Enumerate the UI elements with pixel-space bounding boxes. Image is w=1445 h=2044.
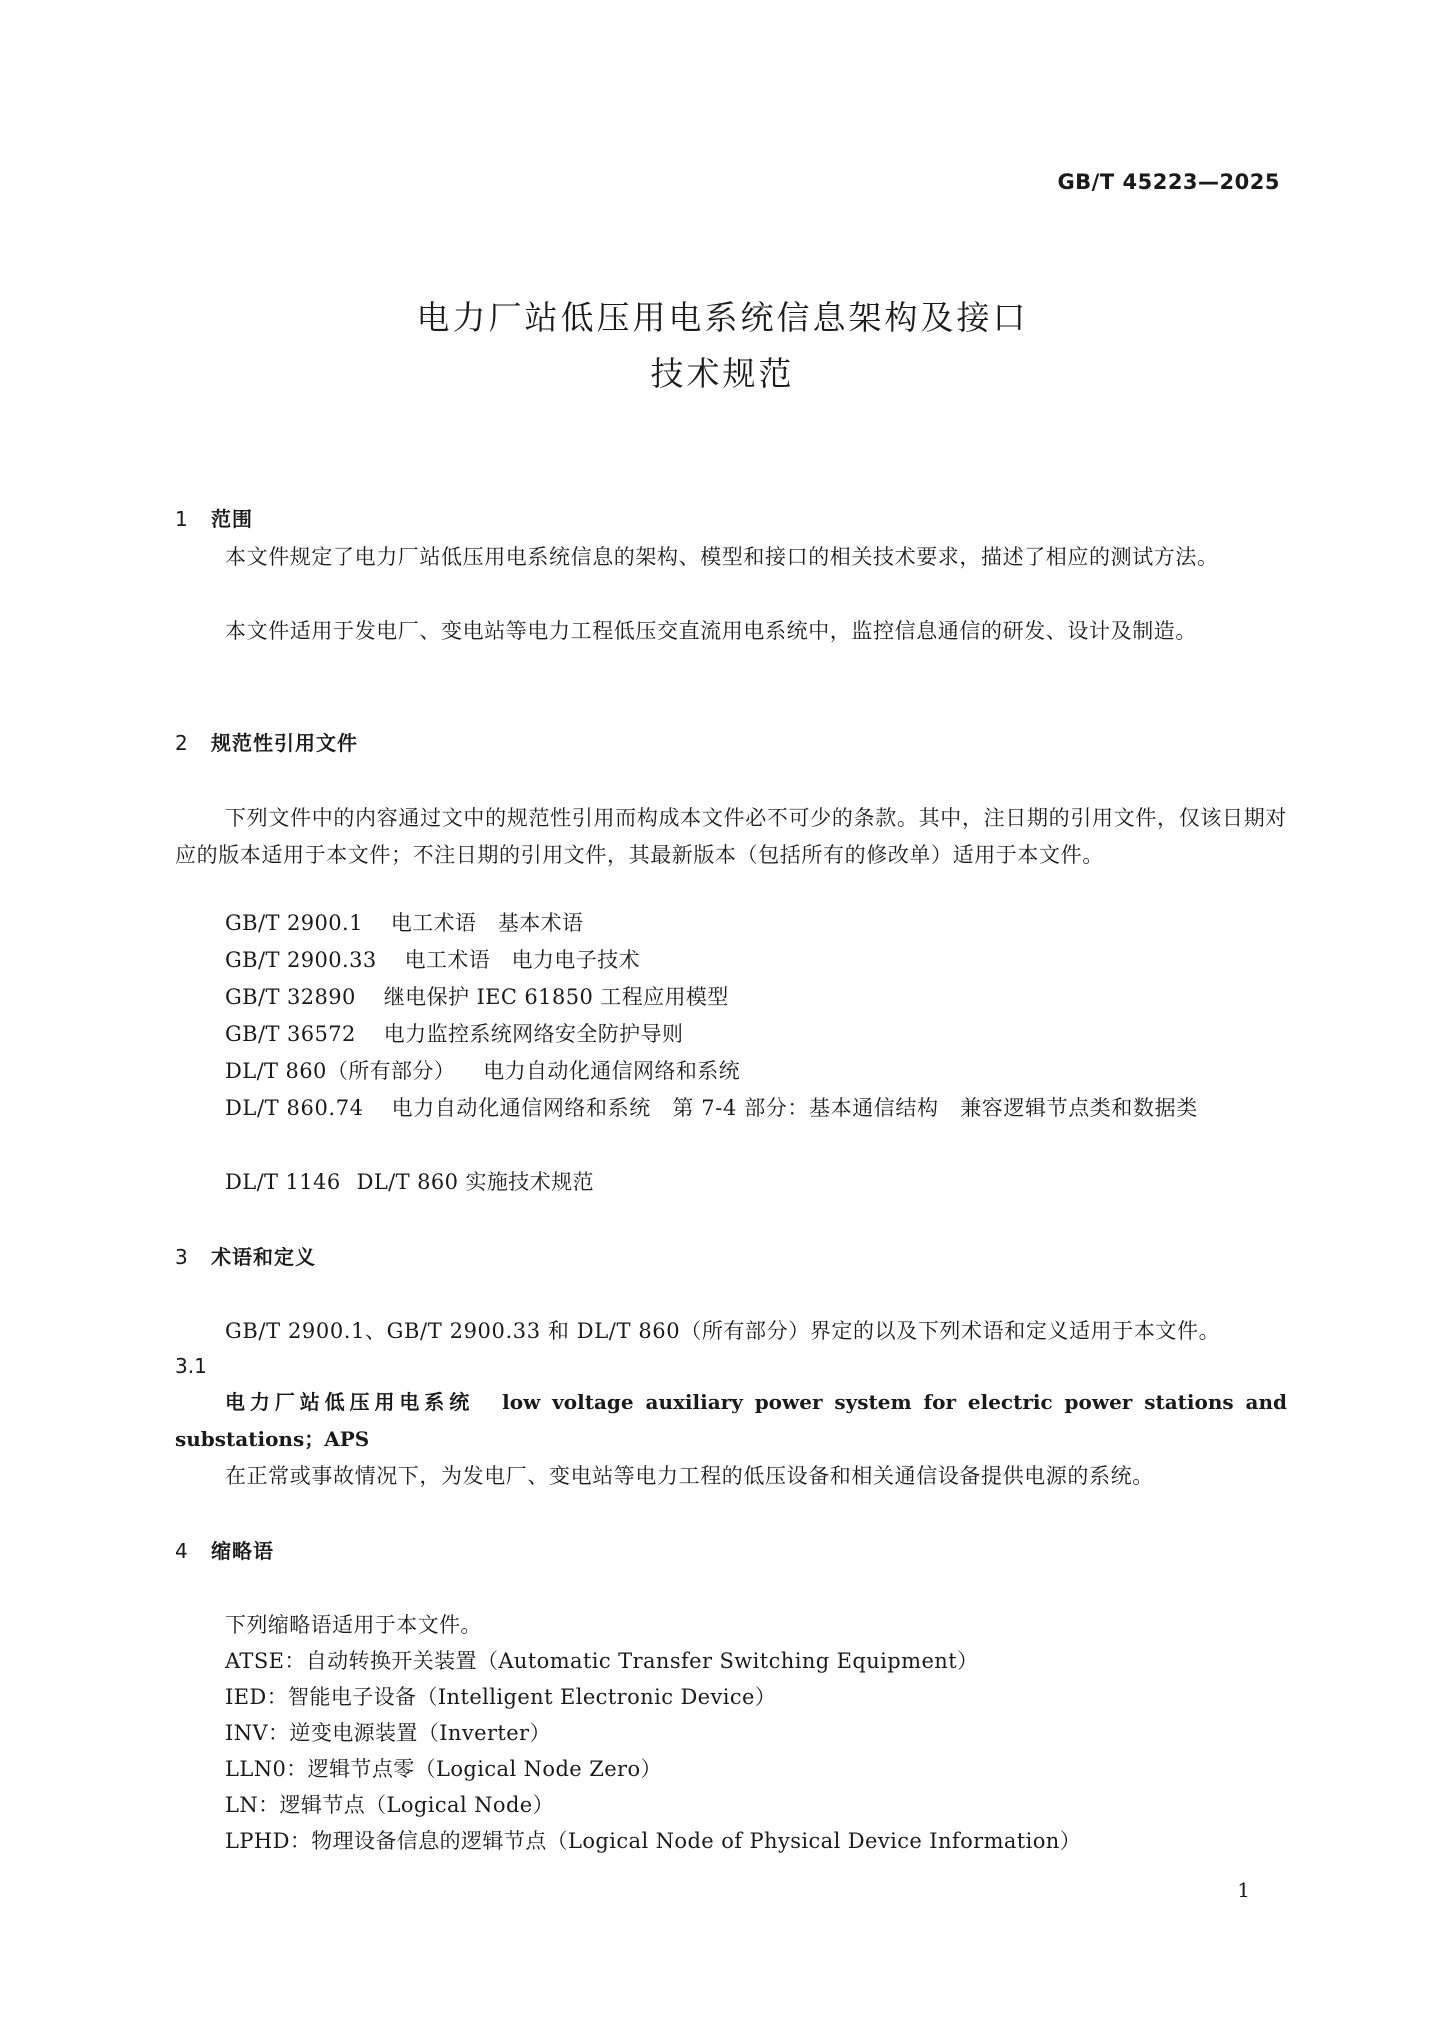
section-title: 规范性引用文件 [211, 731, 358, 755]
abbreviation-item: IED：智能电子设备（Intelligent Electronic Device） [225, 1685, 777, 1709]
section-1-heading [175, 503, 253, 532]
page-number: 1 [1237, 1878, 1250, 1902]
title-line-2: 技术规范 [650, 354, 795, 393]
reference-title: 电力自动化通信网络和系统 第 7-4 部分：基本通信结构 兼容逻辑节点类和数据类 [391, 1096, 1198, 1120]
term-definition: 在正常或事故情况下，为发电厂、变电站等电力工程的低压设备和相关通信设备提供电源的系统。 [225, 1464, 1154, 1488]
reference-item [225, 1164, 1287, 1201]
section-1-paragraph-2: 本文件适用于发电厂、变电站等电力工程低压交直流用电系统中，监控信息通信的研发、设计及制造。 [225, 619, 1197, 643]
abbreviation-item: LPHD：物理设备信息的逻辑节点（Logical Node of Physical Device Information） [225, 1829, 1082, 1853]
section-number: 2 [175, 731, 189, 755]
term-entry [175, 1384, 1287, 1458]
section-1-paragraph-1: 本文件规定了电力厂站低压用电系统信息的架构、模型和接口的相关技术要求，描述了相应的测试方法。 [225, 545, 1219, 569]
section-title: 术语和定义 [211, 1245, 316, 1269]
term-number: 3.1 [175, 1354, 207, 1378]
section-number: 3 [175, 1245, 189, 1269]
term-english: low voltage auxiliary power system for electric power stations and substations；APS [175, 1390, 1287, 1451]
reference-code: DL/T 860（所有部分） [225, 1059, 456, 1083]
reference-item [225, 905, 1287, 942]
document-title [0, 290, 1445, 402]
section-3-heading [175, 1241, 316, 1270]
reference-item [175, 1090, 1287, 1127]
term-chinese: 电力厂站低压用电系统 [225, 1390, 475, 1414]
reference-title: 电工术语 基本术语 [390, 911, 584, 935]
reference-item [225, 1016, 1287, 1053]
reference-title: 电力监控系统网络安全防护导则 [383, 1022, 684, 1046]
reference-title: DL/T 860 实施技术规范 [356, 1170, 594, 1194]
reference-item [225, 942, 1287, 979]
reference-code: GB/T 32890 [225, 985, 356, 1009]
title-line-1: 电力厂站低压用电系统信息架构及接口 [416, 298, 1029, 337]
section-2-intro: 下列文件中的内容通过文中的规范性引用而构成本文件必不可少的条款。其中，注日期的引用文件，仅该日期对应的版本适用于本文件；不注日期的引用文件，其最新版本（包括所有的修改单）适用于本文件。 [175, 806, 1287, 867]
section-number: 4 [175, 1539, 189, 1563]
abbreviation-item: LLN0：逻辑节点零（Logical Node Zero） [225, 1757, 662, 1781]
reference-item [225, 1053, 1287, 1090]
abbreviation-item: LN：逻辑节点（Logical Node） [225, 1793, 555, 1817]
reference-code: GB/T 36572 [225, 1022, 356, 1046]
section-3-intro: GB/T 2900.1、GB/T 2900.33 和 DL/T 860（所有部分）界定的以及下列术语和定义适用于本文件。 [225, 1319, 1221, 1343]
section-title: 缩略语 [211, 1539, 274, 1563]
reference-title: 继电保护 IEC 61850 工程应用模型 [383, 985, 729, 1009]
abbreviation-item: ATSE：自动转换开关装置（Automatic Transfer Switching Equipment） [225, 1649, 979, 1673]
reference-code: DL/T 1146 [225, 1170, 341, 1194]
reference-code: GB/T 2900.33 [225, 948, 377, 972]
section-2-heading [175, 727, 358, 756]
reference-title: 电工术语 电力电子技术 [404, 948, 641, 972]
section-number: 1 [175, 507, 189, 531]
reference-title: 电力自动化通信网络和系统 [483, 1059, 741, 1083]
section-4-intro: 下列缩略语适用于本文件。 [225, 1613, 482, 1637]
section-4-heading [175, 1535, 274, 1564]
section-title: 范围 [211, 507, 253, 531]
abbreviation-item: INV：逆变电源装置（Inverter） [225, 1721, 551, 1745]
reference-code: GB/T 2900.1 [225, 911, 363, 935]
reference-item [225, 979, 1287, 1016]
reference-code: DL/T 860.74 [225, 1096, 364, 1120]
standard-number: GB/T 45223—2025 [1057, 170, 1280, 194]
